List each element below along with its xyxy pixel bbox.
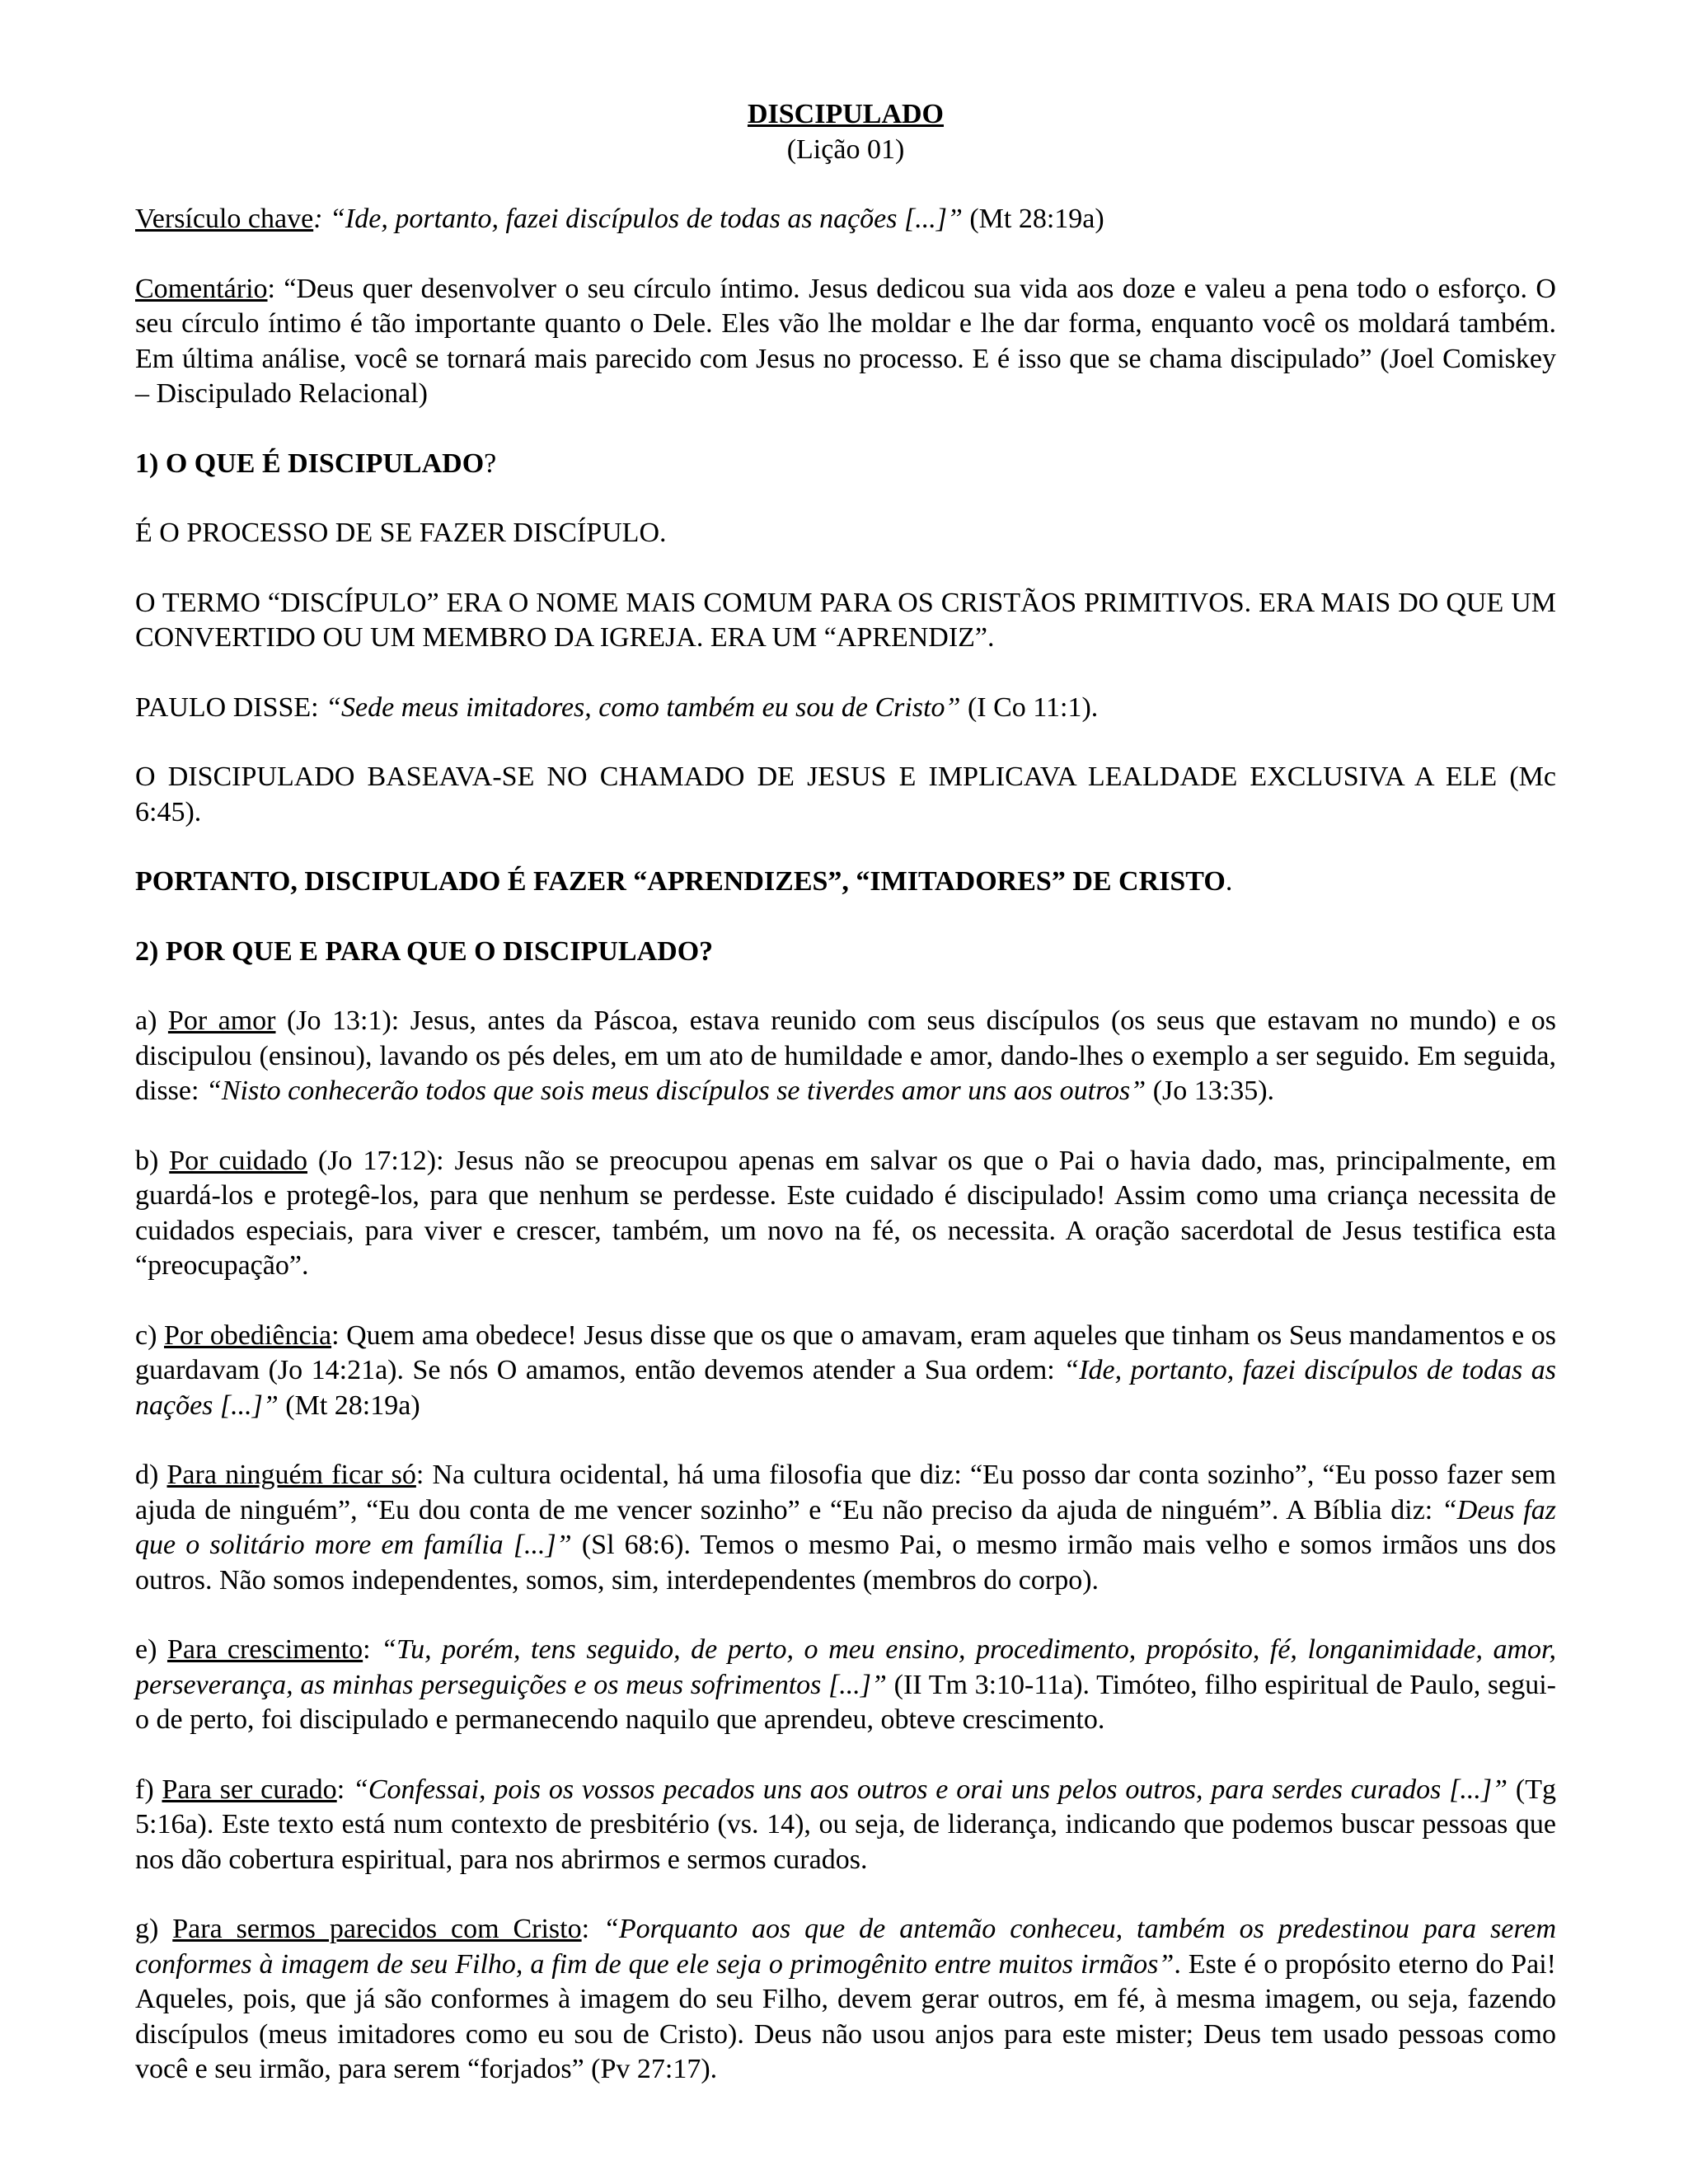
item-d-text: : Na cultura ocidental, há uma filosofia que diz: “Eu posso dar conta sozinho”, “Eu posso fazer sem ajuda de ninguém”, “Eu dou conta de me vencer sozinho” e “Eu não preciso da ajuda de ninguém”. A Bíblia diz:: [135, 1460, 1556, 1526]
item-b: [135, 1144, 1556, 1284]
item-f-label: Para ser curado: [162, 1774, 337, 1805]
item-g-label: Para sermos parecidos com Cristo: [172, 1914, 582, 1944]
item-g: [135, 1912, 1556, 2088]
section-1-paragraph-1: É O PROCESSO DE SE FAZER DISCÍPULO.: [135, 518, 667, 548]
item-d-prefix: d): [135, 1460, 167, 1490]
item-e-label: Para crescimento: [166, 1634, 363, 1665]
item-e-quote: “Tu, porém, tens seguido, de perto, o meu ensino, procedimento, propósito, fé, longanimidade, amor, perseverança, as minhas perseguições e os meus sofrimentos [...]”: [135, 1634, 1556, 1700]
item-b-prefix: b): [135, 1145, 170, 1176]
item-a-text: (Jo 13:1): Jesus, antes da Páscoa, estava reunido com seus discípulos (os seus que estavam no mundo) e os discipulou (ensinou), lavando os pés deles, em um ato de humildade e amor, dando-lhes o exemplo a ser seguido. Em seguida, disse:: [135, 1005, 1556, 1106]
item-c-label: Por obediência: [164, 1319, 332, 1351]
item-c: [135, 1319, 1556, 1424]
item-f: [135, 1773, 1556, 1878]
item-a-prefix: a): [135, 1005, 168, 1036]
section-1-paragraph-4: O DISCIPULADO BASEAVA-SE NO CHAMADO DE JESUS E IMPLICAVA LEALDADE EXCLUSIVA A ELE (Mc 6:45).: [135, 762, 1556, 827]
item-g-quote: “Porquanto aos que de antemão conheceu, também os predestinou para serem conformes à imagem de seu Filho, a fim de que ele seja o primogênito entre muitos irmãos”: [135, 1914, 1557, 1980]
item-f-ref: (Tg 5:16a). Este texto está num contexto de presbitério (vs. 14), ou seja, de liderança, indicando que podemos buscar pessoas que nos dão cobertura espiritual, para nos abrirmos e sermos curados.: [135, 1774, 1556, 1875]
section-1-paragraph-2: O TERMO “DISCÍPULO” ERA O NOME MAIS COMUM PARA OS CRISTÃOS PRIMITIVOS. ERA MAIS DO QUE UM CONVERTIDO OU UM MEMBRO DA IGREJA. ERA UM “APRENDIZ”.: [135, 587, 1556, 653]
item-c-quote: “Ide, portanto, fazei discípulos de todas as nações [...]”: [135, 1355, 1556, 1421]
item-e-prefix: e): [135, 1634, 167, 1665]
item-b-text: (Jo 17:12): Jesus não se preocupou apenas em salvar os que o Pai o havia dado, mas, principalmente, em guardá-los e protegê-los, para que nenhum se perdesse. Este cuidado é discipulado! Assim como uma criança necessita de cuidados especiais, para viver e crescer, também, um novo na fé, os necessita. A oração sacerdotal de Jesus testifica esta “preocupação”.: [135, 1145, 1557, 1281]
item-b-label: Por cuidado: [169, 1145, 307, 1176]
section-1-heading: [135, 447, 1556, 482]
item-c-ref: (Mt 28:19a): [278, 1390, 420, 1421]
section-1-conclusion-text: PORTANTO, DISCIPULADO É FAZER “APRENDIZES”, “IMITADORES” DE CRISTO: [135, 866, 1226, 897]
key-verse-label: Versículo chave: [135, 204, 314, 234]
item-a-label: Por amor: [167, 1005, 276, 1036]
section-1-heading-mark: ?: [484, 448, 497, 479]
key-verse: [135, 202, 1556, 237]
section-1-heading-text: 1) O QUE É DISCIPULADO: [135, 448, 485, 479]
section-2-heading: 2) POR QUE E PARA QUE O DISCIPULADO?: [135, 935, 714, 967]
item-e-text: :: [363, 1634, 382, 1665]
item-a-ref: (Jo 13:35).: [1146, 1076, 1275, 1106]
item-d: [135, 1458, 1556, 1598]
document-title: DISCIPULADO: [747, 99, 945, 129]
commentary-label: Comentário: [135, 273, 268, 304]
paulo-intro: PAULO DISSE:: [135, 691, 326, 723]
item-c-prefix: c): [135, 1319, 164, 1351]
section-1-conclusion: [135, 865, 1556, 900]
document-subtitle: (Lição 01): [786, 134, 905, 165]
item-f-text: :: [336, 1774, 353, 1805]
item-c-text: : Quem ama obedece! Jesus disse que os que o amavam, eram aqueles que tinham os Seus mandamentos e os guardavam (Jo 14:21a). Se nós O amamos, então devemos atender a Sua ordem:: [135, 1319, 1556, 1385]
item-f-quote: “Confessai, pois os vossos pecados uns aos outros e orai uns pelos outros, para serdes curados [...]”: [352, 1774, 1508, 1805]
item-g-text: :: [581, 1914, 603, 1944]
item-g-ref: . Este é o propósito eterno do Pai! Aqueles, pois, que já são conformes à imagem do seu Filho, devem gerar outros, em fé, à mesma imagem, ou seja, fazendo discípulos (meus imitadores como eu sou de Cristo). Deus não usou anjos para este mister; Deus tem usado pessoas como você e seu irmão, para serem “forjados” (Pv 27:17).: [135, 1948, 1556, 2084]
section-1-conclusion-end: .: [1225, 866, 1233, 897]
commentary: [135, 272, 1556, 412]
item-e: [135, 1633, 1556, 1738]
commentary-text: : “Deus quer desenvolver o seu círculo íntimo. Jesus dedicou sua vida aos doze e valeu a pena todo o esforço. O seu círculo íntimo é tão importante quanto o Dele. Eles vão lhe moldar e lhe dar forma, enquanto você os moldará também. Em última análise, você se tornará mais parecido com Jesus no processo. E é isso que se chama discipulado” (Joel Comiskey – Discipulado Relacional): [135, 273, 1556, 409]
item-f-prefix: f): [135, 1774, 162, 1805]
item-d-label: Para ninguém ficar só: [166, 1460, 416, 1490]
item-a: [135, 1004, 1556, 1109]
section-1-paragraph-3: [135, 691, 1556, 726]
key-verse-text: : “Ide, portanto, fazei discípulos de todas as nações [...]”: [313, 204, 963, 234]
item-d-quote: “Deus faz que o solitário more em família [...]”: [135, 1494, 1556, 1560]
paulo-ref: (I Co 11:1).: [960, 691, 1099, 723]
item-e-ref: (II Tm 3:10-11a). Timóteo, filho espiritual de Paulo, segui-o de perto, foi discipulado e permanecendo naquilo que aprendeu, obteve crescimento.: [135, 1669, 1556, 1735]
item-a-quote: “Nisto conhecerão todos que sois meus discípulos se tiverdes amor uns aos outros”: [205, 1076, 1146, 1106]
item-g-prefix: g): [135, 1914, 173, 1944]
item-d-ref: (Sl 68:6). Temos o mesmo Pai, o mesmo irmão mais velho e somos irmãos uns dos outros. Não somos independentes, somos, sim, interdependentes (membros do corpo).: [135, 1530, 1556, 1596]
paulo-quote: “Sede meus imitadores, como também eu sou de Cristo”: [326, 691, 961, 723]
key-verse-ref: (Mt 28:19a): [962, 204, 1104, 234]
